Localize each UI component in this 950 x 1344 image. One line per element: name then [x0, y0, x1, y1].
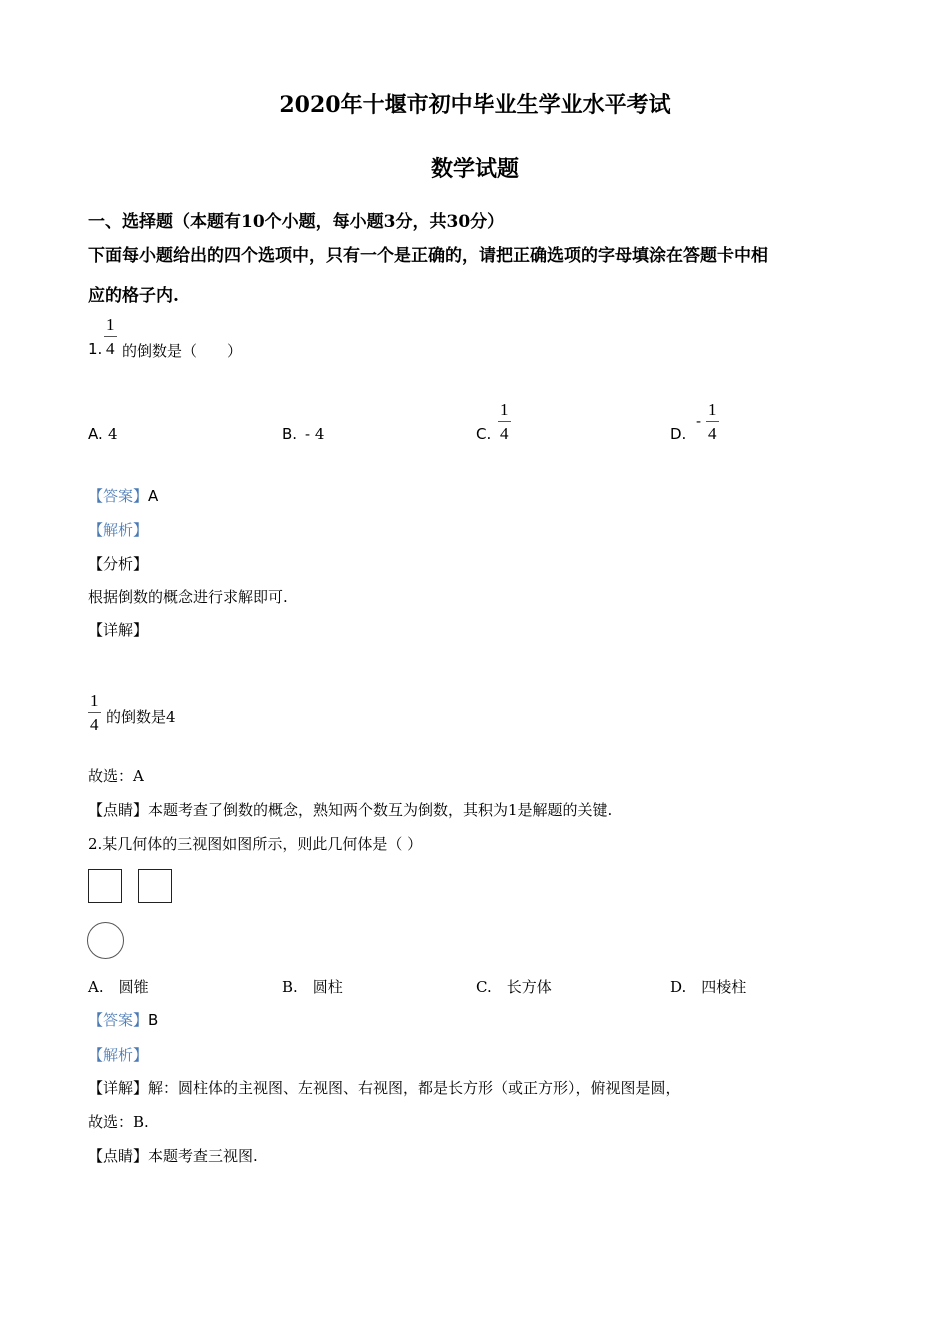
q1-option-d-numerator: 1	[708, 400, 717, 419]
q1-analysis-tag: 【解析】	[88, 521, 149, 539]
q1-detail-denominator: 4	[90, 715, 99, 734]
q1-option-d-fraction	[706, 401, 719, 442]
answer-tag: 【答案】	[88, 487, 149, 505]
q1-answer-value: A	[148, 487, 159, 505]
q1-option-a-label: A.	[88, 425, 103, 443]
q1-fraction-numerator: 1	[106, 315, 115, 334]
fraction-bar	[104, 336, 117, 337]
q2-analysis-tag: 【解析】	[88, 1046, 149, 1064]
page-title: 2020年十堰市初中毕业生学业水平考试	[279, 92, 671, 118]
q1-comment: 【点睛】本题考查了倒数的概念，熟知两个数互为倒数，其积为1是解题的关键.	[88, 801, 613, 819]
q1-detail-fraction	[88, 692, 101, 733]
answer-tag: 【答案】	[88, 1011, 149, 1029]
page-subtitle: 数学试题	[430, 156, 519, 182]
q2-comment: 【点睛】本题考查三视图.	[88, 1147, 258, 1165]
fraction-bar	[706, 421, 719, 422]
q1-option-c-numerator: 1	[500, 400, 509, 419]
fraction-bar	[88, 712, 101, 713]
section-instruction-line2: 应的格子内.	[88, 286, 179, 306]
section-instruction-line1: 下面每小题给出的四个选项中，只有一个是正确的，请把正确选项的字母填涂在答题卡中相	[88, 246, 768, 266]
q1-option-c-denominator: 4	[500, 424, 509, 443]
q1-stem: 的倒数是（ ）	[122, 342, 243, 360]
q1-detail-numerator: 1	[90, 691, 99, 710]
q1-option-b-value: - 4	[305, 425, 325, 443]
side-view-square	[138, 869, 172, 903]
front-view-square	[88, 869, 122, 903]
q1-option-a-value: 4	[108, 425, 118, 443]
q1-option-d-label: D.	[670, 425, 687, 443]
q1-answer	[88, 485, 158, 506]
q2-detail: 【详解】解：圆柱体的主视图、左视图、右视图，都是长方形（或正方形），俯视图是圆，	[88, 1079, 681, 1097]
q1-number: 1.	[88, 340, 103, 358]
q2-option-a: A. 圆锥	[88, 978, 149, 996]
q1-choose: 故选：A	[88, 767, 144, 785]
q2-option-c: C. 长方体	[476, 978, 552, 996]
q1-detail-tag: 【详解】	[88, 621, 149, 639]
q1-fenxi-text: 根据倒数的概念进行求解即可.	[88, 588, 288, 606]
q1-option-d-sign: -	[696, 412, 702, 430]
q1-fraction-denominator: 4	[106, 339, 115, 358]
q2-choose: 故选：B.	[88, 1113, 149, 1131]
section-heading: 一、选择题（本题有10个小题，每小题3分，共30分）	[88, 212, 505, 232]
q1-option-c-fraction	[498, 401, 511, 442]
fraction-bar	[498, 421, 511, 422]
q2-answer	[88, 1009, 158, 1030]
q1-option-b-label: B.	[282, 425, 298, 443]
q1-option-d-denominator: 4	[708, 424, 717, 443]
q2-stem: 2.某几何体的三视图如图所示，则此几何体是（ ）	[88, 835, 423, 853]
q1-fraction	[104, 316, 117, 357]
q2-answer-value: B	[148, 1011, 159, 1029]
q1-fenxi-tag: 【分析】	[88, 555, 149, 573]
top-view-circle	[87, 922, 124, 959]
q1-detail-text: 的倒数是4	[106, 708, 176, 726]
q1-option-c-label: C.	[476, 425, 492, 443]
q2-option-d: D. 四棱柱	[670, 978, 747, 996]
q2-option-b: B. 圆柱	[282, 978, 343, 996]
